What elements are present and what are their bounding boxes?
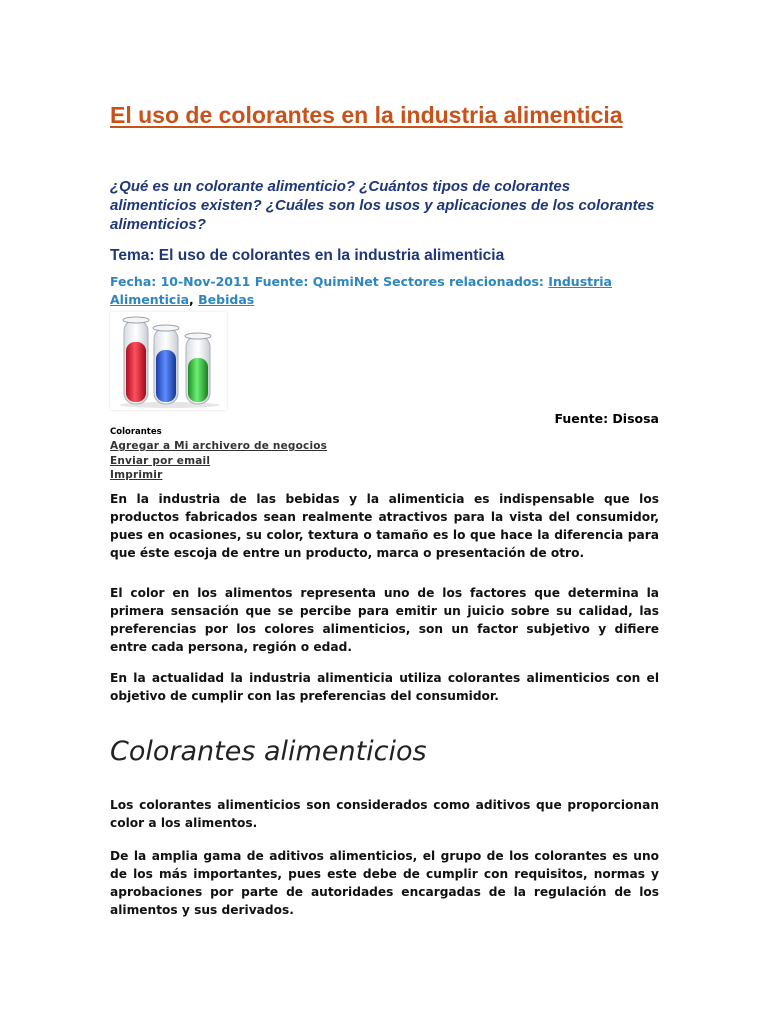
paragraph: El color en los alimentos representa uno de los factores que determina la primera sensación que se percibe para emitir un juicio sobre su calidad, las preferencias por los colores alimenticios, son un factor subjetivo y difiere entre cada persona, región o edad. — [110, 586, 659, 654]
paragraph: En la industria de las bebidas y la alimenticia es indispensable que los productos fabricados sean realmente atractivos para la vista del consumidor, pues en ocasiones, su color, textura o tamaño es lo que hace la diferencia para que éste escoja de entre un producto, marca o presentación de otro. — [110, 492, 659, 560]
add-to-archive-link[interactable]: Agregar a Mi archivero de negocios — [110, 440, 328, 452]
link-bebidas[interactable]: Bebidas — [198, 292, 255, 307]
article-meta — [110, 273, 659, 309]
article-actions — [110, 439, 327, 483]
test-tubes-image — [110, 312, 227, 410]
meta-separator: , — [189, 292, 199, 307]
image-caption: Colorantes — [110, 427, 162, 437]
paragraph: De la amplia gama de aditivos alimenticios, el grupo de los colorantes es uno de los más importantes, pues este debe de cumplir con requisitos, normas y aprobaciones por parte de autoridades encargadas de la regulación de los alimentos y sus derivados. — [110, 849, 659, 917]
meta-date-source: Fecha: 10-Nov-2011 Fuente: QuimiNet Sectores relacionados: — [110, 274, 549, 289]
section-heading: Colorantes alimenticios — [110, 736, 427, 767]
print-link[interactable]: Imprimir — [110, 469, 163, 481]
test-tubes-icon — [110, 312, 227, 410]
link-industria-alimenticia[interactable]: Industria Alimenticia — [110, 274, 612, 307]
article-topic: Tema: El uso de colorantes en la industria alimenticia — [110, 247, 505, 264]
send-by-email-link[interactable]: Enviar por email — [110, 454, 211, 467]
article-subtitle: ¿Qué es un colorante alimenticio? ¿Cuántos tipos de colorantes alimenticios existen? ¿Cuáles son los usos y aplicaciones de los colorantes alimenticios? — [110, 178, 655, 233]
image-credit: Fuente: Disosa — [554, 411, 659, 426]
article-title[interactable]: El uso de colorantes en la industria alimenticia — [110, 102, 623, 128]
paragraph: En la actualidad la industria alimenticia utiliza colorantes alimenticios con el objetivo de cumplir con las preferencias del consumidor. — [110, 671, 659, 703]
paragraph: Los colorantes alimenticios son considerados como aditivos que proporcionan color a los alimentos. — [110, 798, 659, 830]
